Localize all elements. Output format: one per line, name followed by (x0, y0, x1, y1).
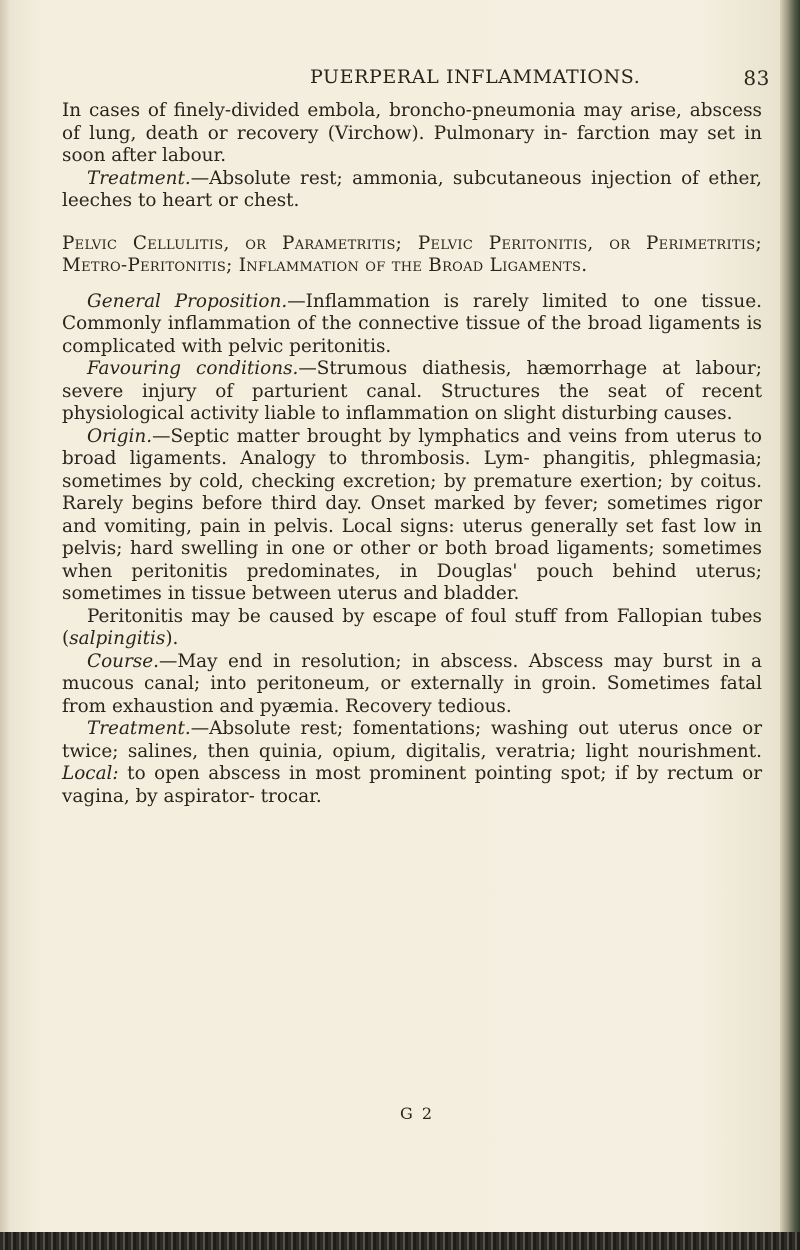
paragraph-peritonitis (62, 606, 762, 651)
treatment-text-2: —Absolute rest; fomentations; washing out uterus once or twice; salines, then quinia, opium, digitalis, veratria; light nourishment. (62, 718, 762, 762)
page-bottom-edge (0, 1232, 800, 1250)
treatment-text: —Absolute rest; ammonia, subcutaneous injection of ether, leeches to heart or chest. (62, 167, 762, 211)
paragraph-course (62, 651, 762, 719)
favouring-conditions-text: —Strumous diathesis, hæmorrhage at labour; severe injury of parturient canal. Structures the seat of recent physiological activity liable to inflammation on slight disturbing causes. (62, 358, 762, 424)
book-spine-edge (780, 0, 800, 1250)
page-left-edge (0, 0, 10, 1250)
body-text (62, 100, 762, 808)
page-number: 83 (743, 66, 770, 90)
general-proposition-label: General Proposition. (87, 290, 288, 312)
origin-label: Origin. (87, 425, 153, 447)
signature-mark: G 2 (400, 1104, 435, 1123)
section-heading: Pelvic Cellulitis, or Parametritis; Pelvic Peritonitis, or Perimetritis; Metro-Peritonitis; Inflammation of the Broad Ligaments. (62, 232, 762, 276)
treatment-label: Treatment. (87, 167, 191, 189)
running-head: PUERPERAL INFLAMMATIONS. (310, 66, 641, 88)
general-proposition-text: —Inflammation is rarely limited to one tissue. Commonly inflammation of the connective tissue of the broad ligaments is complicated with pelvic peritonitis. (62, 290, 762, 357)
treatment-label-2: Treatment. (87, 718, 191, 739)
peritonitis-text-before: Peritonitis may be caused by escape of foul stuff from Fallopian tubes ( (62, 605, 762, 649)
paragraph-embola: In cases of finely-divided embola, broncho-pneumonia may arise, abscess of lung, death or recovery (Virchow). Pulmonary in- farction may set in soon after labour. (62, 100, 762, 166)
local-treatment-text: to open abscess in most prominent pointing spot; if by rectum or vagina, by aspirator- trocar. (62, 763, 762, 807)
page-header (80, 60, 780, 92)
paragraph-treatment-embola (62, 168, 762, 213)
course-label: Course. (87, 650, 159, 672)
course-text: —May end in resolution; in abscess. Abscess may burst in a mucous canal; into peritoneum, or externally in groin. Sometimes fatal from exhaustion and pyæmia. Recovery tedious. (62, 650, 762, 717)
local-label: Local: (62, 763, 119, 784)
paragraph-treatment-cellulitis (62, 718, 762, 808)
peritonitis-text-after: ). (165, 628, 179, 649)
paragraph-origin (62, 426, 762, 606)
favouring-conditions-label: Favouring conditions. (87, 358, 299, 379)
paragraph-favouring-conditions (62, 358, 762, 426)
origin-text: —Septic matter brought by lymphatics and veins from uterus to broad ligaments. Analogy to thrombosis. Lym- phangitis, phlegmasia; sometimes by cold, checking excretion; by premature exertion; by coitus. Rarely begins before third day. Onset marked by fever; sometimes rigor and vomiting, pain in pelvis. Local signs: uterus generally set fast low in pelvis; hard swelling in one or other or both broad ligaments; sometimes when peritonitis predominates, in Douglas' pouch behind uterus; sometimes in tissue between uterus and bladder. (62, 425, 762, 604)
salpingitis-term: salpingitis (69, 628, 166, 649)
paragraph-general-proposition (62, 291, 762, 359)
